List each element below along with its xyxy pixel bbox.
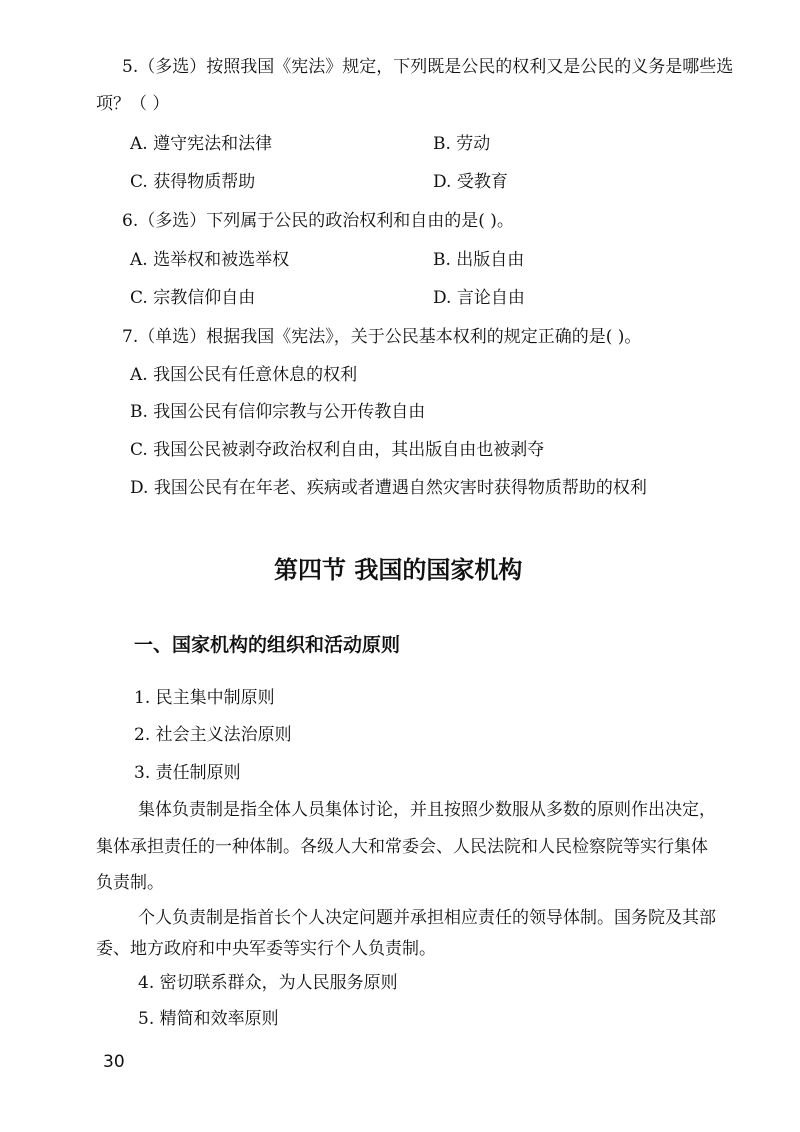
- q7-stem: 7.（单选）根据我国《宪法》，关于公民基本权利的规定正确的是( )。: [122, 327, 642, 347]
- q6-option-c: C. 宗教信仰自由: [130, 288, 256, 308]
- principle-item-5: 5. 精简和效率原则: [138, 1009, 279, 1029]
- principle-item-2: 2. 社会主义法治原则: [134, 725, 292, 745]
- q7-option-b: B. 我国公民有信仰宗教与公开传教自由: [130, 402, 426, 422]
- q5-option-a: A. 遵守宪法和法律: [130, 134, 273, 154]
- para1-line3: 负责制。: [96, 873, 164, 893]
- q7-option-a: A. 我国公民有任意休息的权利: [130, 365, 358, 385]
- q7-option-d: D. 我国公民有在年老、疾病或者遭遇自然灾害时获得物质帮助的权利: [130, 478, 647, 498]
- q5-option-c: C. 获得物质帮助: [130, 172, 256, 192]
- q6-option-a: A. 选举权和被选举权: [130, 250, 290, 270]
- q5-option-d: D. 受教育: [433, 172, 508, 192]
- para2-line2: 委、地方政府和中央军委等实行个人负责制。: [96, 939, 436, 959]
- q6-option-d: D. 言论自由: [433, 288, 525, 308]
- section-title: 第四节 我国的国家机构: [274, 556, 523, 584]
- q5-stem-line2: 项？（ ）: [96, 94, 170, 114]
- q5-stem-line1: 5.（多选）按照我国《宪法》规定，下列既是公民的权利又是公民的义务是哪些选: [122, 57, 734, 77]
- section-subheading: 一、国家机构的组织和活动原则: [134, 634, 401, 656]
- q6-stem: 6.（多选）下列属于公民的政治权利和自由的是( )。: [122, 211, 514, 231]
- q7-option-c: C. 我国公民被剥夺政治权利自由，其出版自由也被剥夺: [130, 440, 545, 460]
- principle-item-1: 1. 民主集中制原则: [134, 688, 275, 708]
- para1-line1: 集体负责制是指全体人员集体讨论，并且按照少数服从多数的原则作出决定，: [138, 800, 716, 820]
- q6-option-b: B. 出版自由: [433, 250, 525, 270]
- para1-line2: 集体承担责任的一种体制。各级人大和常委会、人民法院和人民检察院等实行集体: [96, 837, 708, 857]
- para2-line1: 个人负责制是指首长个人决定问题并承担相应责任的领导体制。国务院及其部: [138, 908, 716, 928]
- q5-option-b: B. 劳动: [433, 134, 491, 154]
- principle-item-4: 4. 密切联系群众，为人民服务原则: [138, 973, 398, 993]
- page-number: 30: [103, 1052, 125, 1072]
- principle-item-3: 3. 责任制原则: [134, 763, 241, 783]
